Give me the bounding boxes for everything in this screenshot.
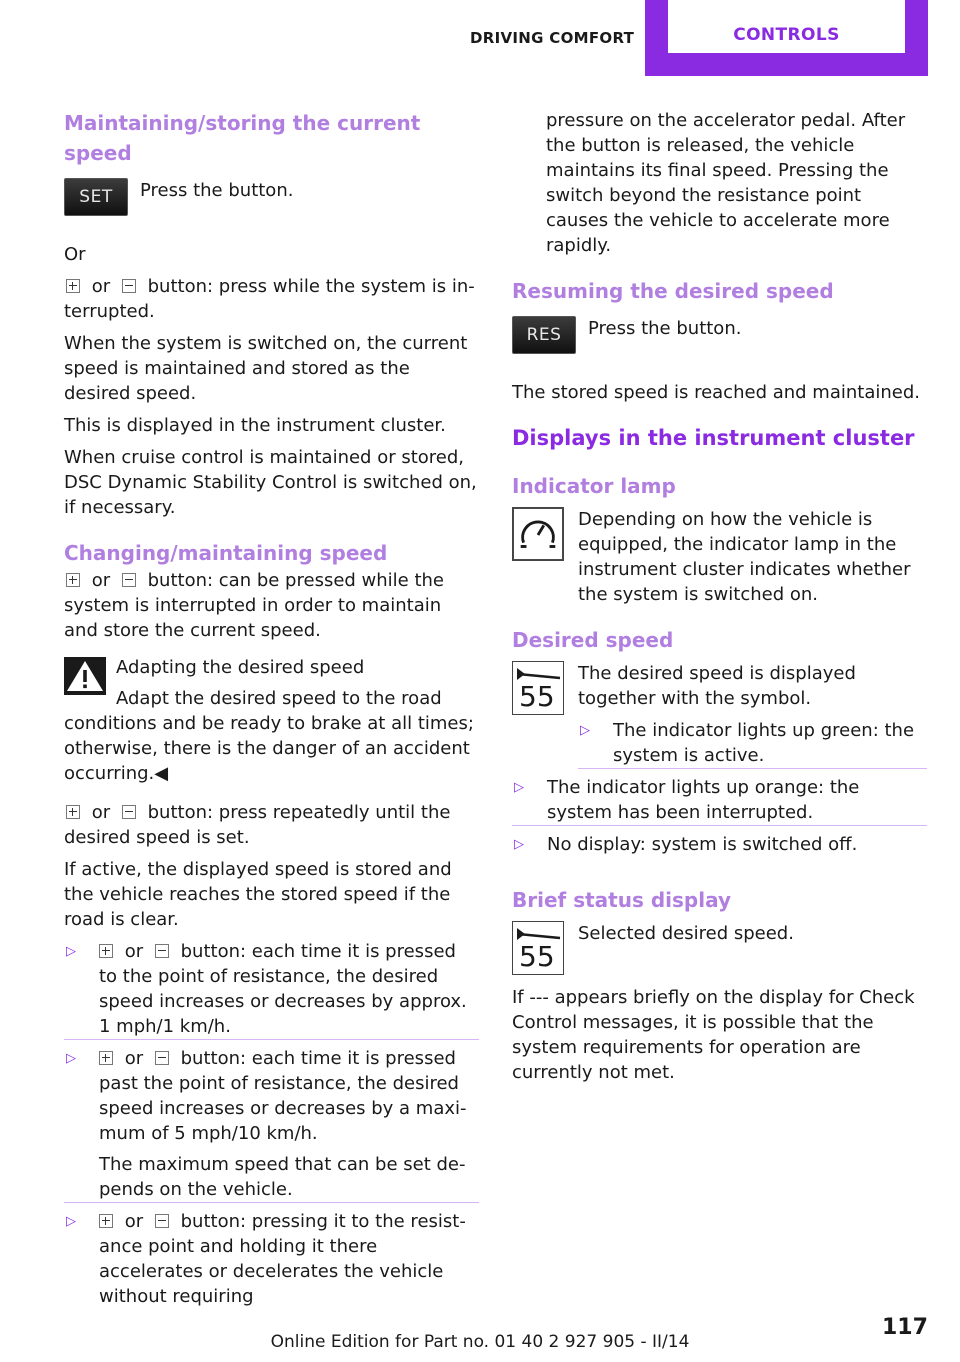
right-column xyxy=(512,108,927,1092)
brief-status-row xyxy=(512,921,927,977)
list-item: ▷ or button: pressing it to the resistance point and holding it there accelerates or decelerates the vehicle without requiring xyxy=(64,1209,479,1309)
para-displayed: This is displayed in the instrument cluster. xyxy=(64,415,446,436)
heading-indicator: Indicator lamp xyxy=(512,474,676,498)
para-can-be-pressed: or button: can be pressed while the system is interrupted in order to maintain and store the current speed. xyxy=(64,570,445,641)
res-button-row xyxy=(512,316,927,366)
speed-value: 55 xyxy=(519,680,555,713)
list-item: ▷ No display: system is switched off. xyxy=(512,832,927,857)
para-desired: The desired speed is displayed together with the symbol. xyxy=(578,663,856,709)
chapter-tab xyxy=(645,0,928,76)
list-item: ▷ or button: each time it is pressed to the point of resistance, the desired speed increases or decreases by approx. 1 mph/1 km/h. xyxy=(64,939,479,1040)
warning-box xyxy=(64,655,479,699)
end-marker: ◀ xyxy=(154,763,169,784)
para-switched-on: When the system is switched on, the current speed is maintained and stored as the desired speed. xyxy=(64,333,468,404)
desired-speed-icon xyxy=(512,661,564,715)
section-title: DRIVING COMFORT xyxy=(470,29,635,47)
speed-value: 55 xyxy=(519,940,555,973)
page-number: 117 xyxy=(882,1315,928,1340)
minus-icon xyxy=(122,573,136,587)
plus-icon xyxy=(66,805,80,819)
plus-icon xyxy=(99,1214,113,1228)
plus-icon xyxy=(99,944,113,958)
res-button-image: RES xyxy=(512,316,576,354)
heading-desired: Desired speed xyxy=(512,628,674,652)
minus-icon xyxy=(155,1214,169,1228)
para-repeatedly: or button: press repeatedly until the desired speed is set. xyxy=(64,802,451,848)
set-button-row xyxy=(64,178,479,228)
minus-icon xyxy=(122,805,136,819)
chapter-title: CONTROLS xyxy=(668,0,905,53)
list-item: ▷ The indicator lights up green: the system is active. xyxy=(578,718,927,769)
press-text: Press the button. xyxy=(588,318,742,339)
minus-icon xyxy=(155,1051,169,1065)
plus-icon xyxy=(99,1051,113,1065)
brief-status-icon xyxy=(512,921,564,975)
heading-resuming: Resuming the desired speed xyxy=(512,279,834,303)
para-indicator: Depending on how the vehicle is equipped, the indicator lamp in the instrument cluster indicates whether the system is switched on. xyxy=(578,509,911,605)
footer-edition: Online Edition for Part no. 01 40 2 927 905 - II/14 xyxy=(270,1332,690,1352)
para-check-control: If --- appears briefly on the display for Check Control messages, it is possible that the system requirements for operation are currently not met. xyxy=(512,987,915,1083)
list-item: ▷ The indicator lights up orange: the system has been interrupted. xyxy=(512,775,927,826)
desired-speed-row xyxy=(512,661,927,769)
indicator-row xyxy=(512,507,927,607)
warning-body: Adapt the desired speed to the road conditions and be ready to brake at all times; otherwise, there is the danger of an accident occurring.◀ xyxy=(64,688,474,784)
set-button-image: SET xyxy=(64,178,128,216)
cruise-indicator-icon xyxy=(512,507,564,561)
warning-title: Adapting the desired speed xyxy=(116,657,365,678)
minus-icon xyxy=(122,279,136,293)
para-continued: pressure on the accelerator pedal. After the button is released, the vehicle maintains its final speed. Pressing the switch beyond the resistance point causes the vehicle to accelerate more rapidly. xyxy=(546,110,906,256)
plus-icon xyxy=(66,279,80,293)
para-if-active: If active, the displayed speed is stored and the vehicle reaches the stored speed if the road is clear. xyxy=(64,859,452,930)
para-stored: The stored speed is reached and maintained. xyxy=(512,382,920,403)
heading-changing: Changing/maintaining speed xyxy=(64,541,388,565)
heading-maintaining: Maintaining/storing the current speed xyxy=(64,111,421,165)
list-item: ▷ or button: each time it is pressed past the point of resistance, the desired speed increases or decreases by a maximum of 5 mph/10 km/h. The maximum speed that can be set depends on the vehicle. xyxy=(64,1046,479,1203)
minus-icon xyxy=(155,944,169,958)
para-interrupted: or button: press while the system is interrupted. xyxy=(64,276,475,322)
warning-icon xyxy=(64,657,106,695)
press-text: Press the button. xyxy=(140,180,294,201)
plus-icon xyxy=(66,573,80,587)
heading-displays: Displays in the instrument cluster xyxy=(512,426,915,450)
heading-brief: Brief status display xyxy=(512,888,731,912)
para-brief: Selected desired speed. xyxy=(578,923,794,944)
left-column xyxy=(64,108,479,1317)
para-dsc: When cruise control is maintained or stored, DSC Dynamic Stability Control is switched on, if necessary. xyxy=(64,447,477,518)
or-text: Or xyxy=(64,244,86,265)
